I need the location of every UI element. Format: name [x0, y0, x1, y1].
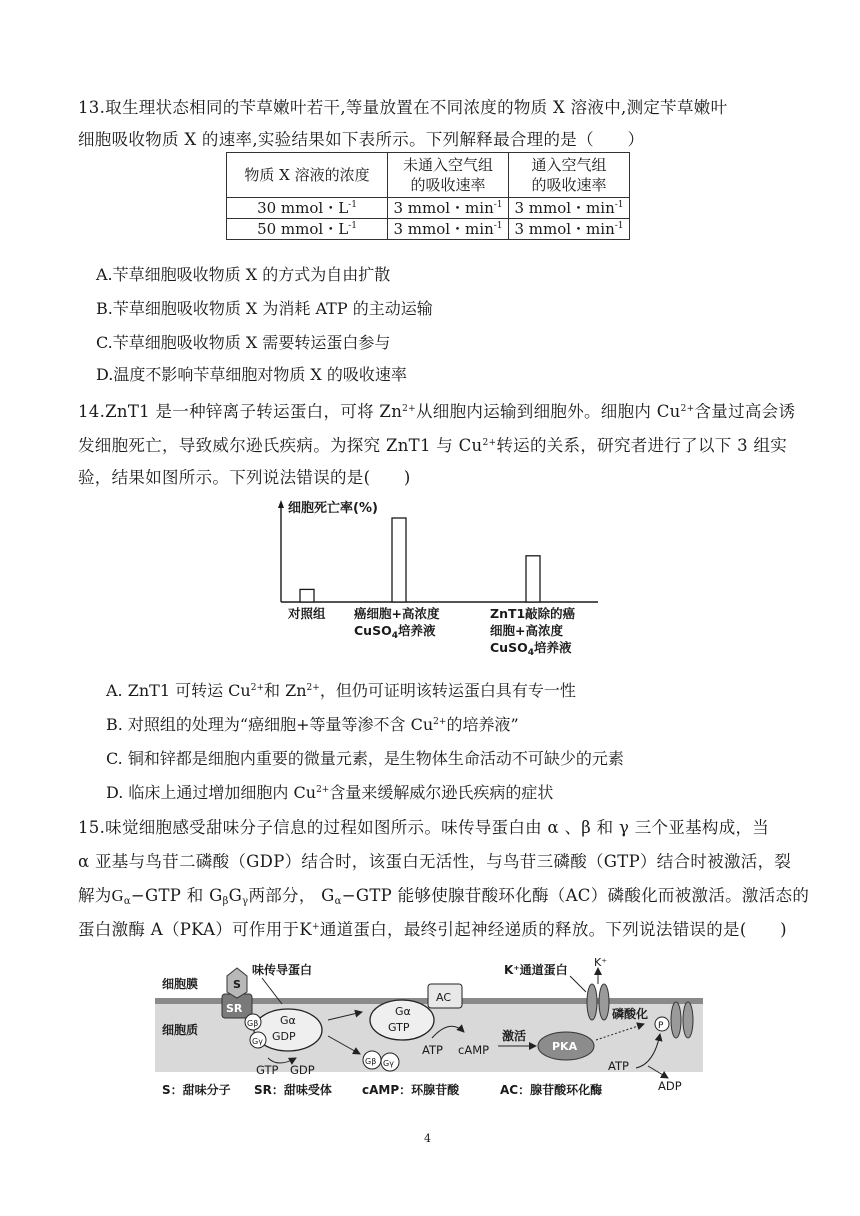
- table-cell: [388, 219, 509, 240]
- cell-text: 3 mmol・min: [393, 199, 494, 217]
- stem-text: −GTP 能够使腺苷酸环化酶（AC）磷酸化而被激活。激活态的: [341, 886, 810, 905]
- q13-option-d: D.温度不影响苄草细胞对物质 X 的吸收速率: [96, 365, 407, 384]
- membrane-label: 细胞膜: [162, 977, 199, 991]
- g-gamma-label: Gγ: [383, 1059, 394, 1068]
- k-plus-label: K⁺: [594, 956, 608, 969]
- category-label-part: CuSO: [354, 623, 392, 638]
- cytoplasm-label: 细胞质: [162, 1023, 199, 1037]
- stem-text: 发细胞死亡，导致威尔逊氏疾病。为探究 ZnT1 与 Cu: [78, 436, 483, 455]
- q13-option-a: A.苄草细胞吸收物质 X 的方式为自由扩散: [96, 265, 391, 284]
- q14-stem-line3: 验，结果如图所示。下列说法错误的是( ): [78, 468, 411, 487]
- q13-option-b: B.苄草细胞吸收物质 X 为消耗 ATP 的主动运输: [96, 299, 433, 318]
- option-text: 含量来缓解威尔逊氏疾病的症状: [329, 783, 554, 802]
- superscript: 2+: [306, 683, 320, 693]
- table-cell: [388, 198, 509, 219]
- taste-signaling-diagram: [150, 954, 710, 1100]
- subscript: α: [334, 896, 342, 907]
- table-cell: [509, 219, 630, 240]
- q15-stem-line3: [78, 882, 809, 906]
- superscript: 2+: [433, 717, 447, 727]
- receptor-label: SR: [226, 1002, 243, 1015]
- category-label: [354, 623, 436, 641]
- stem-text: 通道蛋白，最终引起神经递质的释放。下列说法错误的是( ): [319, 920, 787, 939]
- k-channel-subunit: [587, 984, 597, 1020]
- table-cell: [509, 198, 630, 219]
- category-label-part: CuSO: [490, 640, 528, 655]
- superscript: -1: [348, 221, 357, 231]
- sweet-molecule-label: S: [233, 978, 241, 991]
- table-header-cell: [509, 153, 630, 198]
- phosphorylation-label: 磷酸化: [612, 1007, 649, 1021]
- option-text: ，但仍可证明该转运蛋白具有专一性: [319, 681, 576, 700]
- subscript: β: [222, 896, 229, 907]
- q13-stem-line1: 13.取生理状态相同的苄草嫩叶若干,等量放置在不同浓度的物质 X 溶液中,测定苄草嫩叶: [78, 98, 728, 117]
- q14-option-c: C. 铜和锌都是细胞内重要的微量元素，是生物体生命活动不可缺少的元素: [106, 749, 624, 768]
- page-number: 4: [424, 1132, 431, 1145]
- superscript: -1: [493, 221, 503, 231]
- stem-text: 14.ZnT1 是一种锌离子转运蛋白，可将 Zn: [78, 402, 403, 421]
- legend-item: S：甜味分子: [162, 1083, 231, 1097]
- g-beta-label: Gβ: [365, 1057, 377, 1066]
- gtp-in-label: GTP: [256, 1063, 279, 1077]
- option-text: B. 对照组的处理为“癌细胞+等量等渗不含 Cu: [106, 715, 434, 734]
- q14-stem-line2: [78, 432, 787, 456]
- legend-item: SR：甜味受体: [254, 1083, 332, 1097]
- q13-table: [226, 152, 630, 240]
- option-text: D. 临床上通过增加细胞内 Cu: [106, 783, 317, 802]
- category-label: 细胞+高浓度: [490, 623, 563, 638]
- adp-label: ADP: [658, 1079, 682, 1093]
- stem-text: 两部分， G: [248, 886, 335, 905]
- stem-text: −GTP 和 G: [130, 886, 223, 905]
- category-label-part: 培养液: [397, 623, 436, 638]
- subscript: γ: [242, 896, 249, 907]
- superscript: 2+: [250, 683, 265, 693]
- superscript: 2+: [316, 785, 330, 795]
- bar: [392, 518, 406, 602]
- stem-text: K: [299, 920, 312, 939]
- atp-label: ATP: [422, 1043, 443, 1057]
- gdp-label: GDP: [272, 1030, 296, 1043]
- cell-text: 3 mmol・min: [393, 220, 494, 238]
- y-axis-arrow: [278, 500, 284, 508]
- stem-text: 从细胞内运输到细胞外。细胞内 Cu: [416, 402, 681, 421]
- k-channel-subunit: [599, 984, 609, 1020]
- q14-option-d: [106, 780, 553, 803]
- q13-stem-line2: 细胞吸收物质 X 的速率,实验结果如下表所示。下列解释最合理的是（ ）: [78, 130, 645, 149]
- table-header-row: [227, 153, 630, 198]
- superscript: -1: [614, 200, 624, 210]
- table-cell: [227, 198, 388, 219]
- superscript: 2+: [482, 438, 497, 448]
- table-header-cell: [388, 153, 509, 198]
- g-gamma-label: Gγ: [252, 1037, 263, 1046]
- q15-stem-line1: 15.味觉细胞感受甜味分子信息的过程如图所示。味传导蛋白由 α 、β 和 γ 三个亚基构成，当: [78, 818, 770, 837]
- ac-label: AC: [436, 991, 452, 1004]
- bar: [526, 556, 540, 602]
- camp-label: cAMP: [458, 1043, 490, 1057]
- subscript: 4: [391, 631, 398, 641]
- k-channel-subunit: [671, 1002, 681, 1038]
- q14-stem-line1: [78, 398, 795, 422]
- g-alpha-label: Gα: [395, 1005, 411, 1018]
- transducer-label: 味传导蛋白: [252, 963, 313, 977]
- y-axis-label: 细胞死亡率(%): [288, 501, 378, 516]
- q13-option-c: C.苄草细胞吸收物质 X 需要转运蛋白参与: [96, 333, 391, 352]
- table-row: [227, 198, 630, 219]
- table-row: [227, 219, 630, 240]
- header-text: 未通入空气组: [402, 156, 493, 174]
- category-label-part: 培养液: [533, 640, 572, 655]
- legend-item: AC：腺苷酸环化酶: [500, 1083, 603, 1097]
- table-header-cell: 物质 X 溶液的浓度: [227, 153, 388, 198]
- stem-text: 转运的关系，研究者进行了以下 3 组实: [496, 436, 788, 455]
- superscript: +: [311, 922, 320, 932]
- superscript: -1: [614, 221, 624, 231]
- g-beta-label: Gβ: [247, 1019, 259, 1028]
- q15-stem-line2: α 亚基与鸟苷二磷酸（GDP）结合时，该蛋白无活性，与鸟苷三磷酸（GTP）结合时被激活，裂: [78, 852, 792, 871]
- pka-label: PKA: [552, 1040, 578, 1053]
- q14-option-a: [106, 678, 576, 701]
- option-text: A. ZnT1 可转运 Cu: [106, 681, 251, 700]
- legend-item: cAMP：环腺苷酸: [362, 1083, 460, 1097]
- q14-option-b: [106, 712, 519, 735]
- header-text: 的吸收速率: [531, 176, 607, 194]
- subscript: α: [123, 896, 131, 907]
- q15-stem-line4: [78, 916, 787, 940]
- superscript: -1: [348, 200, 357, 210]
- category-label: 对照组: [288, 606, 326, 621]
- phosphate-label: P: [658, 1021, 664, 1031]
- g-alpha-label: Gα: [280, 1014, 296, 1027]
- gtp-label: GTP: [388, 1021, 410, 1034]
- k-channel-pointer: [570, 976, 586, 992]
- category-label: [490, 640, 572, 658]
- atp-label: ATP: [608, 1059, 629, 1073]
- stem-text: 蛋白激酶 A（PKA）可作用于: [78, 920, 300, 939]
- cell-text: 3 mmol・min: [514, 199, 615, 217]
- stem-text: 含量过高会诱: [694, 402, 796, 421]
- activate-label: 激活: [502, 1029, 527, 1043]
- category-label: 癌细胞+高浓度: [354, 606, 440, 621]
- k-channel-label: K⁺通道蛋白: [504, 963, 568, 977]
- cell-text: 3 mmol・min: [514, 220, 615, 238]
- stem-text: G: [228, 886, 243, 905]
- cell-text: 50 mmol・L: [257, 220, 349, 238]
- category-label: ZnT1敲除的癌: [490, 606, 576, 621]
- death-rate-bar-chart: [268, 496, 618, 662]
- superscript: 2+: [680, 404, 695, 414]
- gdp-out-label: GDP: [290, 1063, 315, 1077]
- superscript: 2+: [402, 404, 416, 414]
- header-text: 通入空气组: [531, 156, 607, 174]
- subscript: 4: [527, 648, 534, 658]
- option-text: 和 Zn: [264, 681, 307, 700]
- header-text: 的吸收速率: [410, 176, 486, 194]
- table-cell: [227, 219, 388, 240]
- stem-text: G: [111, 886, 124, 905]
- bar: [300, 589, 314, 602]
- k-channel-subunit: [683, 1002, 693, 1038]
- superscript: -1: [493, 200, 503, 210]
- option-text: 的培养液”: [446, 715, 519, 734]
- cell-text: 30 mmol・L: [257, 199, 349, 217]
- stem-text: 解为: [78, 886, 112, 905]
